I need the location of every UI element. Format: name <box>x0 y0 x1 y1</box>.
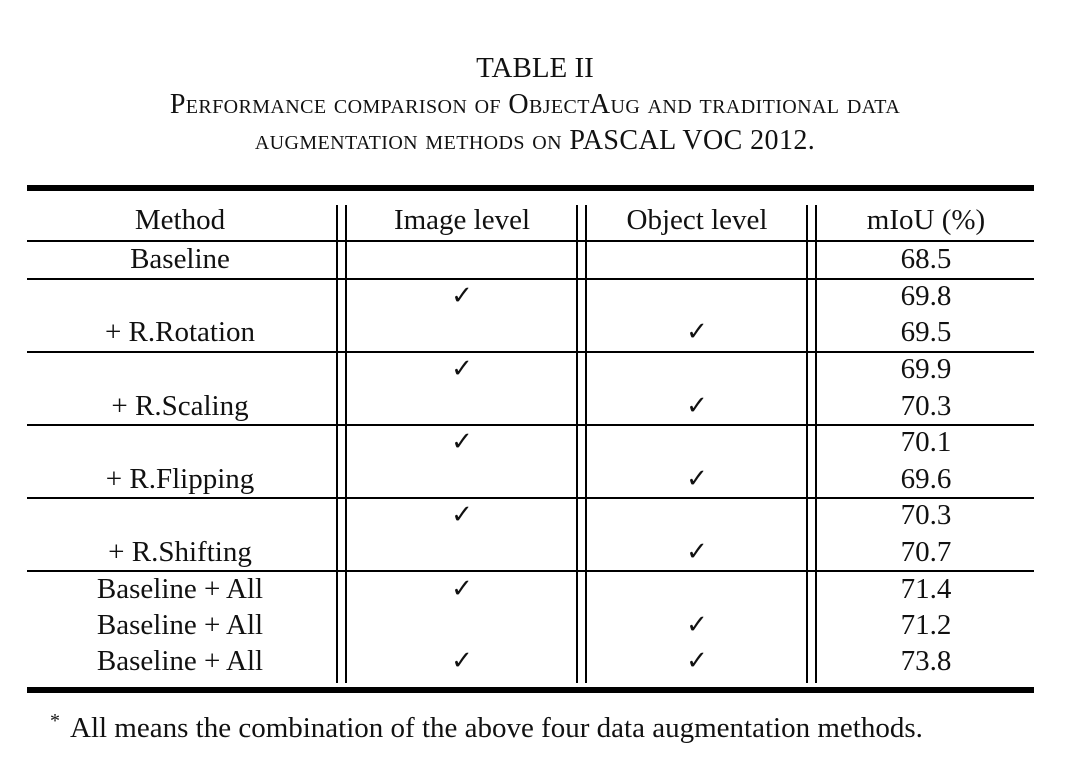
method-cell: Baseline + All <box>96 645 264 677</box>
method-cell: + R.Scaling <box>111 390 249 422</box>
miou-cell: 70.3 <box>900 390 952 422</box>
miou-cell: 68.5 <box>900 243 952 275</box>
object-level-check: ✓ <box>686 646 708 676</box>
header-image-level: Image level <box>393 204 531 236</box>
miou-cell: 69.8 <box>900 280 952 312</box>
miou-cell: 70.3 <box>900 499 952 531</box>
image-level-check: ✓ <box>451 354 473 384</box>
table-caption-line-1: Performance comparison of ObjectAug and traditional data <box>169 89 901 120</box>
bottom-rule <box>27 687 1034 693</box>
table-number: TABLE II <box>476 52 594 84</box>
method-cell: Baseline + All <box>96 609 264 641</box>
column-divider <box>576 205 578 683</box>
column-divider <box>815 205 817 683</box>
method-cell: Baseline + All <box>96 573 264 605</box>
method-cell: + R.Flipping <box>105 463 255 495</box>
image-level-check: ✓ <box>451 427 473 457</box>
table-caption-line-2: augmentation methods on PASCAL VOC 2012. <box>254 125 816 156</box>
column-divider <box>806 205 808 683</box>
miou-cell: 70.1 <box>900 426 952 458</box>
table-footnote <box>50 703 923 746</box>
footnote-marker: * <box>50 710 60 732</box>
miou-cell: 73.8 <box>900 645 952 677</box>
object-level-check: ✓ <box>686 317 708 347</box>
object-level-check: ✓ <box>686 464 708 494</box>
miou-cell: 70.7 <box>900 536 952 568</box>
column-divider <box>336 205 338 683</box>
column-divider <box>345 205 347 683</box>
top-rule <box>27 185 1034 191</box>
header-miou: mIoU (%) <box>866 204 986 236</box>
method-cell: + R.Shifting <box>108 536 252 568</box>
object-level-check: ✓ <box>686 537 708 567</box>
image-level-check: ✓ <box>451 646 473 676</box>
method-cell: + R.Rotation <box>104 316 256 348</box>
miou-cell: 69.6 <box>900 463 952 495</box>
method-cell: Baseline <box>130 243 230 275</box>
miou-cell: 69.5 <box>900 316 952 348</box>
miou-cell: 69.9 <box>900 353 952 385</box>
image-level-check: ✓ <box>451 281 473 311</box>
image-level-check: ✓ <box>451 500 473 530</box>
header-object-level: Object level <box>626 204 768 236</box>
column-divider <box>585 205 587 683</box>
object-level-check: ✓ <box>686 610 708 640</box>
miou-cell: 71.4 <box>900 573 952 605</box>
object-level-check: ✓ <box>686 391 708 421</box>
miou-cell: 71.2 <box>900 609 952 641</box>
footnote-text: All means the combination of the above four data augmentation methods. <box>70 712 923 744</box>
image-level-check: ✓ <box>451 574 473 604</box>
header-method: Method <box>134 204 226 236</box>
